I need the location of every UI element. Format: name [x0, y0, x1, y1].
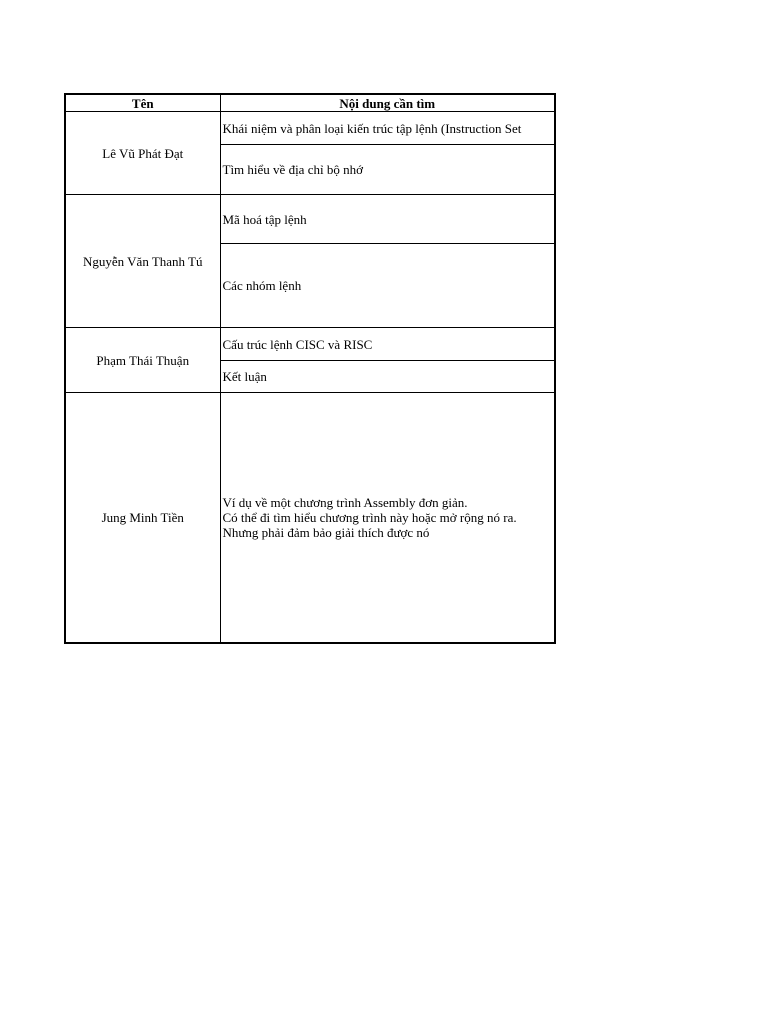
task-line: Có thể đi tìm hiểu chương trình này hoặc mở rộng nó ra.	[222, 510, 517, 525]
table-row	[65, 195, 555, 244]
task-cell: Các nhóm lệnh	[220, 244, 555, 328]
member-name: Lê Vũ Phát Đạt	[65, 112, 220, 195]
task-cell: Khái niệm và phân loại kiến trúc tập lệnh (Instruction Set	[220, 112, 555, 145]
assignment-table	[64, 93, 556, 644]
task-cell-multiline	[220, 393, 555, 644]
task-cell: Kết luận	[220, 361, 555, 393]
task-line: Ví dụ về một chương trình Assembly đơn giản.	[222, 495, 468, 510]
table-row	[65, 112, 555, 145]
member-name: Phạm Thái Thuận	[65, 328, 220, 393]
task-cell: Mã hoá tập lệnh	[220, 195, 555, 244]
header-row	[65, 94, 555, 112]
header-name: Tên	[65, 94, 220, 112]
task-line: Nhưng phải đảm bảo giải thích được nó	[222, 525, 430, 540]
member-name: Jung Minh Tiền	[65, 393, 220, 644]
table-row	[65, 393, 555, 644]
member-name: Nguyễn Văn Thanh Tú	[65, 195, 220, 328]
task-cell: Cấu trúc lệnh CISC và RISC	[220, 328, 555, 361]
table-row	[65, 328, 555, 361]
header-content: Nội dung cần tìm	[220, 94, 555, 112]
task-cell: Tìm hiểu về địa chỉ bộ nhớ	[220, 145, 555, 195]
